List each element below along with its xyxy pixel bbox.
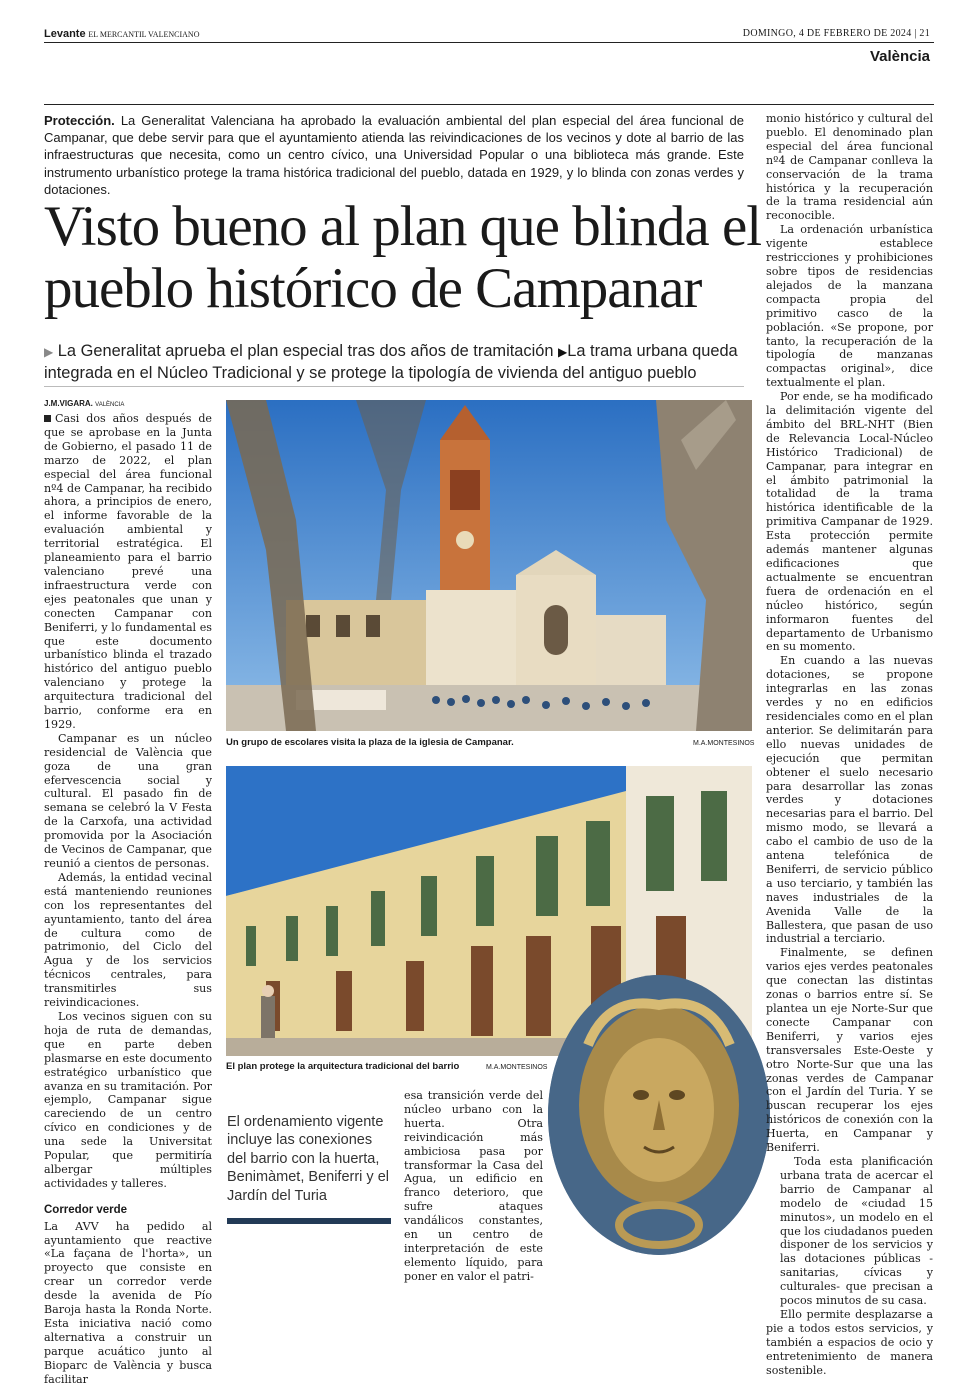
subhead: ▶ La Generalitat aprueba el plan especial tras dos años de tramitación ▶La trama urbana queda integrada en el Núcleo Tradicional y se protege la tipología de vivienda del antiguo pueblo [44, 342, 738, 382]
triangle-icon: ▶ [558, 345, 568, 359]
date-page: DOMINGO, 4 DE FEBRERO DE 2024 | 21 [742, 28, 930, 39]
column-3: esa transición verde del núcleo urbano con la huerta. Otra reivindicación más ambiciosa pasa por transformar la Casa del Agua, un edificio en franco deterioro, que sufre ataques vandálicos constantes, en un centro de interpretación de este elemento líquido, para poner en valor el patri- [404, 1089, 543, 1283]
photo1-credit: M.A.MONTESINOS [693, 740, 755, 747]
byline: J.M.VIGARA. VALÈNCIA [44, 399, 125, 408]
masthead: Levante EL MERCANTIL VALENCIANO [44, 28, 200, 40]
photo2-caption: El plan protege la arquitectura tradicional del barrio [226, 1061, 460, 1072]
photo-church-plaza [226, 400, 752, 731]
column-4: monio histórico y cultural del pueblo. El denominado plan especial del área funcional nº4 de Campanar conlleva la conservación de la trama histórica y la recuperación de la trama residencial aún reconocible. La ordenación urbanística vigente establece restricciones y prohibiciones sobre tipos de residencias alejados de la manzana compacta propia del primitivo casco de la población. «Se propone, por tanto, la recuperación de la tipología de manzanas compactas original», dice textualmente el plan. Por ende, se ha modificado la delimitación vigente del ámbito del BRL-NHT (Bien de Relevancia Local-Núcleo Histórico Tradicional) de Campanar, para integrar en el ámbito patrimonial la totalidad de la trama histórica identificable de la primitiva Campanar de 1929. Esta protección permite además mantener algunas edificaciones que actualmente se encuentran fuera de ordenación en el núcleo histórico, según informaron fuentes del departamento de Urbanismo en su momento. En cuando a las nuevas dotaciones, se propone integrarlas en las zonas verdes y no en edificios residenciales como en el plan anterior. Se delimitarán para ello nuevas unidades de ejecución que permitan obtener el suelo necesario para desarrollar las zonas verdes y dotaciones necesarias para el barrio. Del mismo modo, se llevará a cabo el cambio de uso de la antena telefónica de Beniferri, de servicio público a uso terciario, y también las naves industriales de la Avenida Valle de la Ballestera, que pasan de uso industrial a terciario. Finalmente, se definen varios ejes verdes peatonales que conectan las distintas zonas o barrios entre sí. Se plantea un eje Norte-Sur que conecte Campanar con Beniferri, y varios ejes transversales Este-Oeste y otro Norte-Sur que una las zonas verdes de Campanar con el Jardín del Turia. Y se buscan recuperar los ejes históricos de conexión con la Huerta, en Campanar y Beniferri. Toda esta planificación urbana trata de acercar el barrio de Campanar al modelo de «ciudad 15 minutos», un modelo en el que los ciudadanos pueden disponer de los servicios y las dotaciones públicas -sanitarias, cívicas y culturales- que precisan a pocos minutos de su casa. Ello permite desplazarse a pie a todos estos servicios, y también a espacios de ocio y entretenimiento de manera sostenible. [766, 112, 933, 1377]
headline: Visto bueno al plan que blinda el pueblo histórico de Campanar [44, 195, 762, 320]
pull-quote-bar [227, 1218, 391, 1224]
triangle-icon: ▶ [44, 345, 54, 359]
photo-door-knocker [548, 975, 770, 1255]
photo2-credit: M.A.MONTESINOS [486, 1064, 548, 1071]
lead-paragraph: Protección. La Generalitat Valenciana ha aprobado la evaluación ambiental del plan especial del área funcional de Campanar, que debe servir para que el ayuntamiento atienda las reivindicaciones de los vecinos y dote al barrio de las infraestructuras que necesita, como un centro cívico, una Universidad Popular o una biblioteca más grande. Este instrumento urbanístico protege la trama histórica tradicional del pueblo, datada en 1929, y lo blinda con zonas verdes y dotaciones. [44, 113, 744, 197]
pull-quote: El ordenamiento vigente incluye las conexiones del barrio con la huerta, Benimàmet, Beniferri y el Jardín del Turia [227, 1114, 389, 1204]
photo1-caption: Un grupo de escolares visita la plaza de la iglesia de Campanar. [226, 737, 514, 748]
section-title: València [869, 48, 930, 65]
bullet-square-icon [44, 415, 51, 422]
top-rule [44, 104, 934, 105]
header-rule [44, 42, 934, 43]
column-1: Casi dos años después de que se aprobase en la Junta de Gobierno, el pasado 11 de marzo de 2022, el plan especial del área funcional nº4 de Campanar, ha recibido ahora, a principios de enero, el informe favorable de la evaluación ambiental y territorial estratégica. El planeamiento para el barrio valenciano prevé una infraestructura verde con ejes peatonales que unan y conecten Campanar con Beniferri, y lo fundamental es que este documento urbanístico blinda el trazado histórico del antiguo pueblo valenciano y protege la arquitectura tradicional del barrio, conforme era en 1929. Campanar es un núcleo residencial de València que goza de una gran efervescencia social y cultural. El pasado fin de semana se celebró la V Festa de la Carxofa, una actividad promovida por la Asociación de Vecinos de Campanar, que reunió a cientos de personas. Además, la entidad vecinal está manteniendo reuniones con los representantes del ayuntamiento, tanto del área de cultura como de patrimonio, del Ciclo del Agua y de los servicios técnicos centrales, para transmitirles sus reivindicaciones. Los vecinos siguen con su hoja de ruta de demandas, que en parte deben plasmarse en este documento estratégico urbanístico que avanza en su tramitación. Por ejemplo, Campanar sigue careciendo de un centro cívico en condiciones y de una sede la Universitat Popular, que permitiría albergar múltiples actividades y talleres. Corredor verde La AVV ha pedido al ayuntamiento que reactive «La façana de l'horta», un proyecto que consiste en crear un corredor verde desde la avenida de Pío Baroja hasta la Ronda Norte. Esta iniciativa nació como alternativa a construir un parque acuático junto al Bioparc de València y busca facilitar [44, 412, 212, 1386]
subtitle-corredor: Corredor verde [44, 1203, 128, 1216]
subhead-rule [44, 386, 744, 387]
